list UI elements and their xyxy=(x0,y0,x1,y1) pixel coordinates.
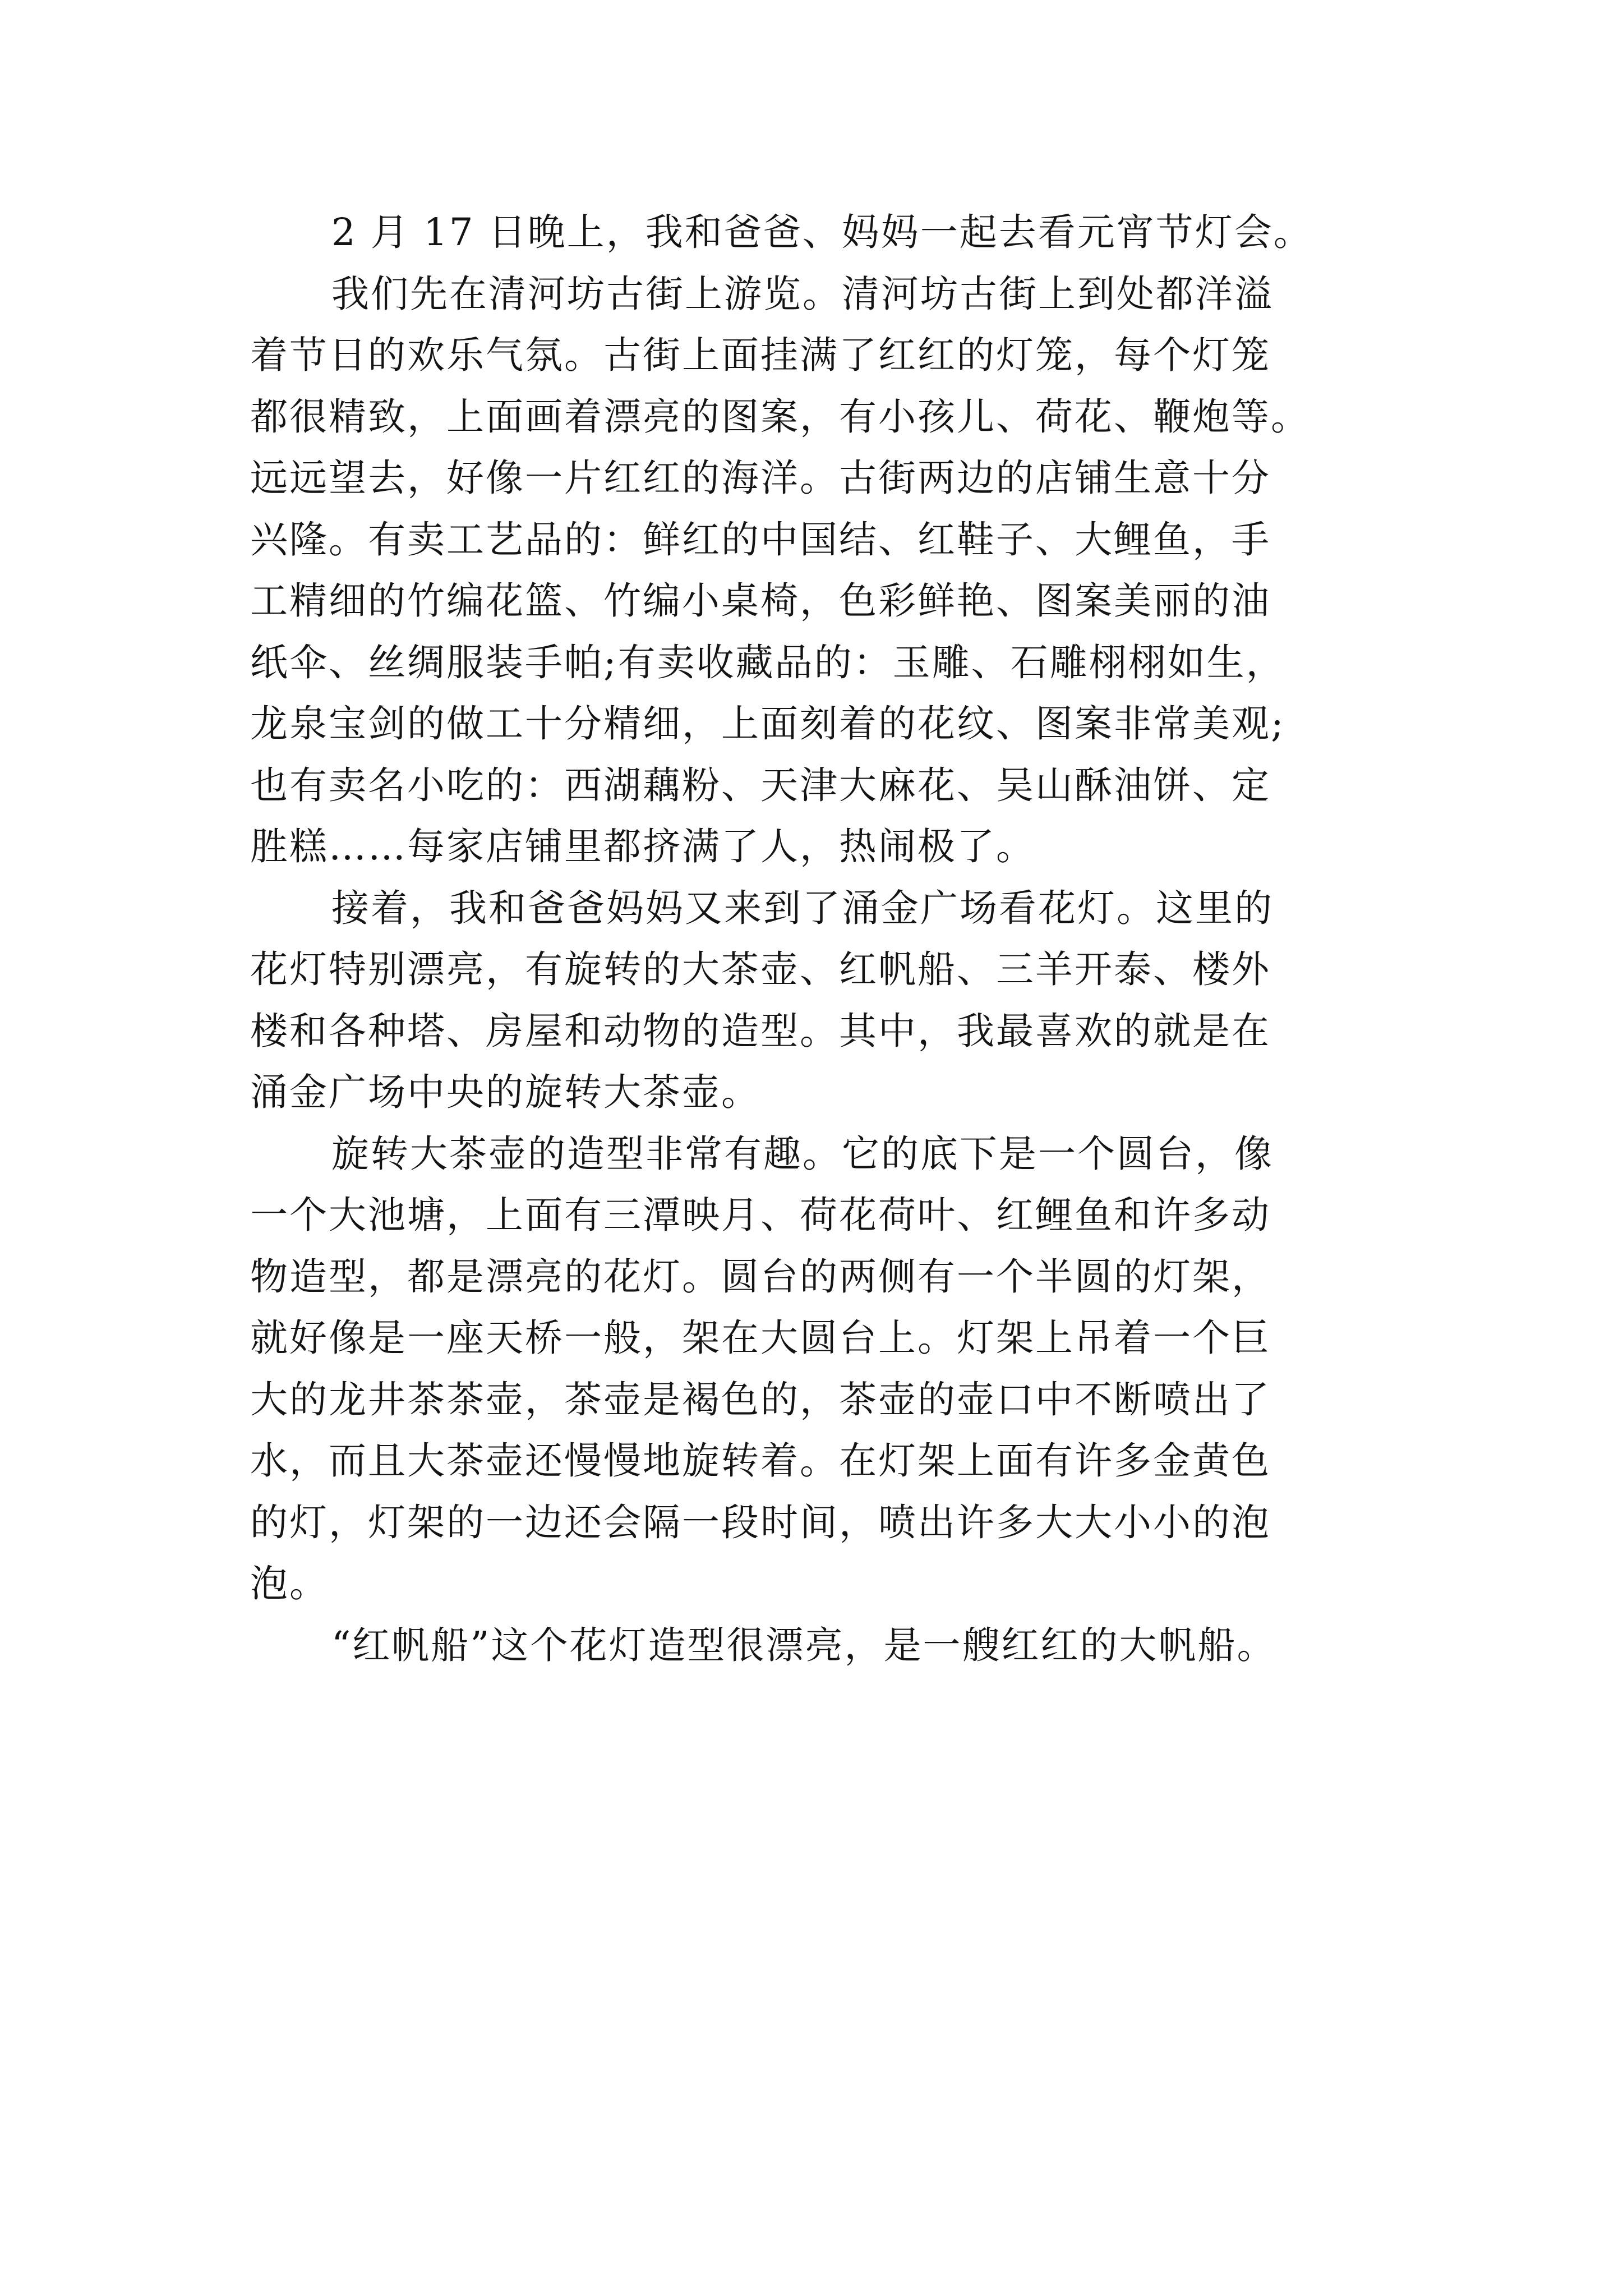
paragraph-4-line-1: 旋转大茶壶的造型非常有趣。它的底下是一个圆台，像 xyxy=(331,1131,1274,1176)
paragraph-3-line-3: 楼和各种塔、房屋和动物的造型。其中，我最喜欢的就是在 xyxy=(250,1009,1271,1053)
paragraph-2-line-8: 龙泉宝剑的做工十分精细，上面刻着的花纹、图案非常美观; xyxy=(250,702,1285,746)
paragraph-4-line-3: 物造型，都是漂亮的花灯。圆台的两侧有一个半圆的灯架， xyxy=(250,1254,1271,1299)
paragraph-3-line-4: 涌金广场中央的旋转大茶壶。 xyxy=(250,1070,760,1114)
document-body xyxy=(250,202,1389,1676)
paragraph-3-line-1: 接着，我和爸爸妈妈又来到了涌金广场看花灯。这里的 xyxy=(331,886,1274,930)
paragraph-2-line-7: 纸伞、丝绸服装手帕;有卖收藏品的：玉雕、石雕栩栩如生， xyxy=(250,640,1285,684)
paragraph-2-line-9: 也有卖名小吃的：西湖藕粉、天津大麻花、吴山酥油饼、定 xyxy=(250,763,1271,807)
paragraph-2-line-3: 都很精致，上面画着漂亮的图案，有小孩儿、荷花、鞭炮等。 xyxy=(250,394,1310,439)
paragraph-4-line-2: 一个大池塘，上面有三潭映月、荷花荷叶、红鲤鱼和许多动 xyxy=(250,1193,1271,1237)
paragraph-4-line-4: 就好像是一座天桥一般，架在大圆台上。灯架上吊着一个巨 xyxy=(250,1316,1271,1360)
paragraph-2-line-6: 工精细的竹编花篮、竹编小桌椅，色彩鲜艳、图案美丽的油 xyxy=(250,579,1271,623)
paragraph-4-line-8: 泡。 xyxy=(250,1562,329,1605)
paragraph-2-line-2: 着节日的欢乐气氛。古街上面挂满了红红的灯笼，每个灯笼 xyxy=(250,333,1271,377)
paragraph-2-line-5: 兴隆。有卖工艺品的：鲜红的中国结、红鞋子、大鲤鱼，手 xyxy=(250,517,1271,562)
paragraph-3-line-2: 花灯特别漂亮，有旋转的大茶壶、红帆船、三羊开泰、楼外 xyxy=(250,947,1271,991)
paragraph-2-line-4: 远远望去，好像一片红红的海洋。古街两边的店铺生意十分 xyxy=(250,456,1271,500)
paragraph-5-line-1: “红帆船”这个花灯造型很漂亮，是一艘红红的大帆船。 xyxy=(331,1623,1276,1667)
paragraph-2-line-10: 胜糕……每家店铺里都挤满了人，热闹极了。 xyxy=(250,825,1035,868)
paragraph-2-line-1: 我们先在清河坊古街上游览。清河坊古街上到处都洋溢 xyxy=(331,272,1274,316)
paragraph-4-line-7: 的灯，灯架的一边还会隔一段时间，喷出许多大大小小的泡 xyxy=(250,1500,1271,1544)
paragraph-4-line-5: 大的龙井茶茶壶，茶壶是褐色的，茶壶的壶口中不断喷出了 xyxy=(250,1377,1271,1421)
paragraph-4-line-6: 水，而且大茶壶还慢慢地旋转着。在灯架上面有许多金黄色 xyxy=(250,1439,1271,1483)
paragraph-1-line-1: 2 月 17 日晚上，我和爸爸、妈妈一起去看元宵节灯会。 xyxy=(331,210,1313,254)
